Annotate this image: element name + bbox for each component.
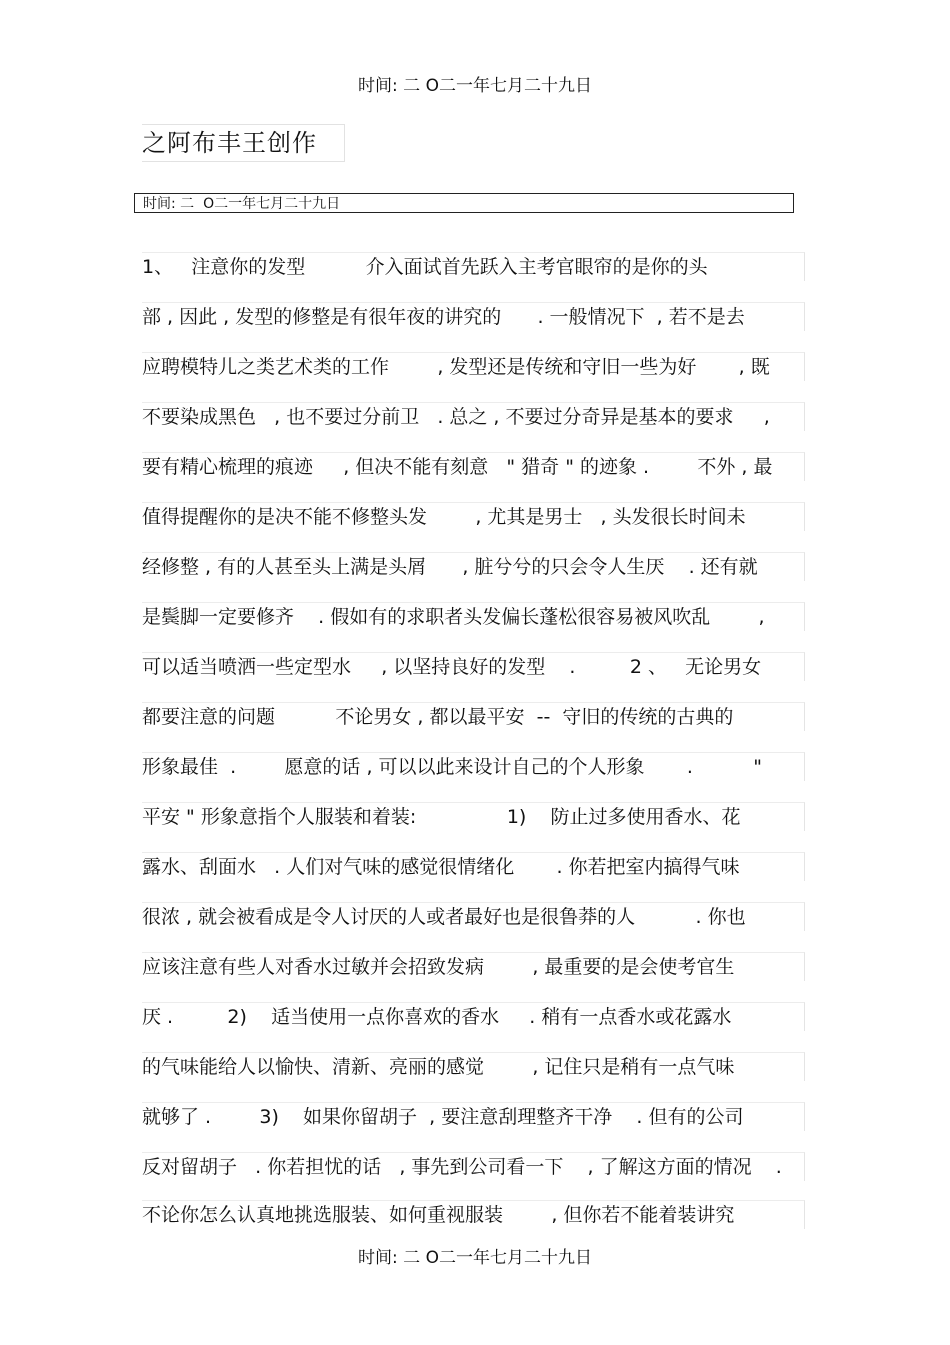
document-title: 之阿布丰王创作 bbox=[142, 124, 345, 162]
date-box: 时间: 二 O二一年七月二十九日 bbox=[134, 193, 794, 213]
text-line: 可以适当喷洒一些定型水 , 以坚持良好的发型 . 2 、 无论男女 bbox=[142, 652, 805, 681]
text-line: 是鬓脚一定要修齐 . 假如有的求职者头发偏长蓬松很容易被风吹乱 , bbox=[142, 602, 805, 631]
text-line: 形象最佳 . 愿意的话 , 可以以此来设计自己的个人形象 . " bbox=[142, 752, 805, 781]
text-line: 很浓 , 就会被看成是令人讨厌的人或者最好也是很鲁莽的人 . 你也 bbox=[142, 902, 805, 931]
text-line: 的气味能给人以愉快、清新、亮丽的感觉 , 记住只是稍有一点气味 bbox=[142, 1052, 805, 1081]
text-line: 厌 . 2) 适当使用一点你喜欢的香水 . 稍有一点香水或花露水 bbox=[142, 1002, 805, 1031]
text-line: 都要注意的问题 不论男女 , 都以最平安 -- 守旧的传统的古典的 bbox=[142, 702, 805, 731]
text-line: 露水、刮面水 . 人们对气味的感觉很情绪化 . 你若把室内搞得气味 bbox=[142, 852, 805, 881]
page-footer-date: 时间: 二 O二一年七月二十九日 bbox=[358, 1248, 592, 1268]
page-header-date: 时间: 二 O二一年七月二十九日 bbox=[358, 76, 592, 96]
text-line: 应聘模特儿之类艺术类的工作 , 发型还是传统和守旧一些为好 , 既 bbox=[142, 352, 805, 381]
text-line: 就够了 . 3) 如果你留胡子 , 要注意刮理整齐干净 . 但有的公司 bbox=[142, 1102, 805, 1131]
text-line: 应该注意有些人对香水过敏并会招致发病 , 最重要的是会使考官生 bbox=[142, 952, 805, 981]
text-line: 反对留胡子 . 你若担忧的话 , 事先到公司看一下 , 了解这方面的情况 . bbox=[142, 1152, 805, 1181]
text-line: 不要染成黑色 , 也不要过分前卫 . 总之 , 不要过分奇异是基本的要求 , bbox=[142, 402, 805, 431]
text-line: 部 , 因此 , 发型的修整是有很年夜的讲究的 . 一般情况下 , 若不是去 bbox=[142, 302, 805, 331]
text-line: 不论你怎么认真地挑选服装、如何重视服装 , 但你若不能着装讲究 bbox=[142, 1200, 805, 1229]
text-line: 经修整 , 有的人甚至头上满是头屑 , 脏兮兮的只会令人生厌 . 还有就 bbox=[142, 552, 805, 581]
text-line: 要有精心梳理的痕迹 , 但决不能有刻意 " 猎奇 " 的迹象 . 不外 , 最 bbox=[142, 452, 805, 481]
text-line: 平安 " 形象意指个人服装和着装: 1) 防止过多使用香水、花 bbox=[142, 802, 805, 831]
text-line: 值得提醒你的是决不能不修整头发 , 尤其是男士 , 头发很长时间未 bbox=[142, 502, 805, 531]
text-line: 1、 注意你的发型 介入面试首先跃入主考官眼帘的是你的头 bbox=[142, 252, 805, 281]
